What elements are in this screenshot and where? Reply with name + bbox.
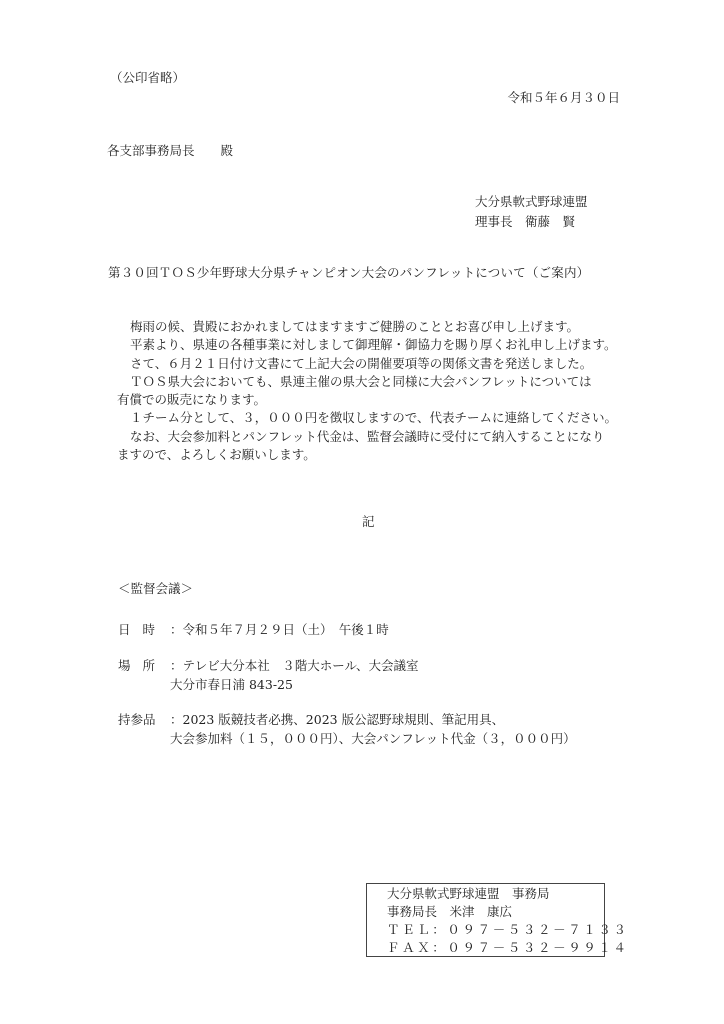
sender-organization: 大分県軟式野球連盟: [475, 194, 588, 209]
meeting-place-row: [118, 657, 419, 676]
document-date: 令和５年６月３０日: [507, 90, 620, 105]
place-address: 大分市春日浦 843-25: [170, 677, 293, 692]
items-label: 持参品: [118, 712, 156, 727]
place-label: 場 所: [118, 658, 156, 673]
body-paragraph: ＴＯＳ県大会においても、県連主催の県大会と同様に大会パンフレットについては: [130, 373, 592, 389]
addressee-title: 各支部事務局長: [107, 143, 195, 158]
sender-chairman: 理事長 衛藤 賢: [475, 214, 576, 229]
body-paragraph: 梅雨の候、貴殿におかれましてはますますご健勝のこととお喜び申し上げます。: [130, 319, 580, 334]
meeting-items-row: [118, 711, 504, 730]
datetime-label: 日 時: [118, 622, 156, 637]
addressee: [107, 142, 233, 161]
contact-tel: ＴＥＬ：０９７－５３２－７１３３: [387, 922, 629, 937]
contact-manager: 事務局長 米津 康広: [387, 904, 513, 919]
addressee-honorific: 殿: [220, 143, 234, 158]
body-paragraph: 有償での販売になります。: [117, 392, 267, 408]
datetime-value: ：令和５年７月２９日（土） 午後１時: [170, 622, 389, 637]
place-value: ：テレビ大分本社 ３階大ホール、大会議室: [170, 658, 419, 673]
meeting-datetime-row: [118, 621, 389, 640]
contact-fax: ＦＡＸ：０９７－５３２－９９１４: [387, 940, 629, 955]
body-paragraph: １チーム分として、３，０００円を徴収しますので、代表チームに連絡してください。: [130, 410, 618, 426]
body-paragraph: なお、大会参加料とパンフレット代金は、監督会議時に受付にて納入することになり: [130, 428, 605, 444]
seal-omitted-note: （公印省略）: [110, 70, 186, 85]
meeting-heading: ＜監督会議＞: [118, 581, 194, 596]
sender-block: [475, 192, 588, 232]
body-paragraph: ますので、よろしくお願いします。: [117, 447, 316, 463]
ki-heading: 記: [362, 514, 375, 529]
contact-office: 大分県軟式野球連盟 事務局: [387, 886, 550, 901]
items-value: ：2023 版競技者必携、2023 版公認野球規則、筆記用具、: [170, 712, 505, 727]
body-text: [117, 318, 617, 464]
body-paragraph: さて、６月２１日付け文書にて上記大会の開催要項等の関係文書を発送しました。: [130, 355, 593, 371]
document-title: 第３０回ＴＯＳ少年野球大分県チャンピオン大会のパンフレットについて（ご案内）: [108, 265, 590, 280]
contact-box: [366, 883, 629, 957]
items-value-continued: 大会参加料（１５，０００円）、大会パンフレット代金（３，０００円）: [170, 731, 576, 746]
body-paragraph: 平素より、県連の各種事業に対しまして御理解・御協力を賜り厚くお礼申し上げます。: [130, 337, 617, 353]
